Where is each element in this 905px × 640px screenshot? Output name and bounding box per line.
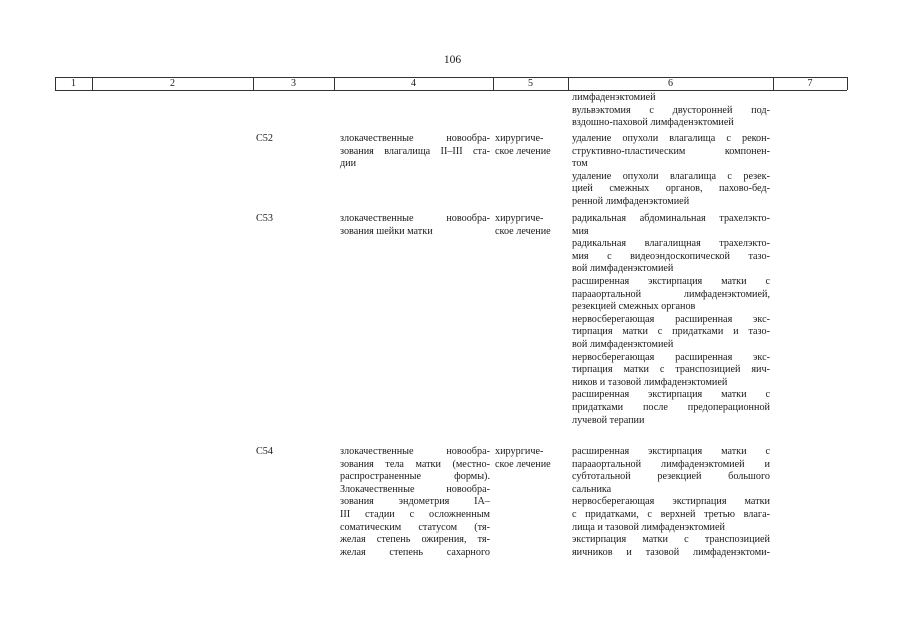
diagnosis-line: Злокачественные новообра-	[340, 483, 490, 495]
diagnosis-cell	[340, 446, 490, 559]
treatment-line: ское лечение	[495, 145, 551, 157]
method-line: лища и тазовой лимфаденэктомией	[572, 521, 725, 533]
method-line: расширенная экстирпация матки с	[572, 446, 770, 457]
method-line: расширенная экстирпация матки с	[572, 275, 770, 287]
diagnosis-line: злокачественные новообра-	[340, 133, 490, 144]
table-header-bottom-rule	[55, 90, 847, 91]
method-cell	[572, 213, 770, 427]
treatment-line: хирургиче-	[495, 446, 544, 457]
method-line: тирпация матки с придатками и тазо-	[572, 326, 770, 338]
diagnosis-cell	[340, 213, 490, 238]
column-divider	[847, 77, 848, 90]
icd-code: C53	[256, 213, 273, 224]
treatment-cell	[495, 133, 565, 158]
diagnosis-line: дии	[340, 158, 357, 170]
method-line: вой лимфаденэктомией	[572, 263, 674, 275]
column-header: 1	[71, 78, 76, 89]
column-header: 2	[170, 78, 175, 89]
column-header: 3	[291, 78, 296, 89]
method-line: сальника	[572, 483, 612, 495]
method-line: удаление опухоли влагалища с резек-	[572, 170, 770, 182]
method-line: структивно-пластическим компонен-	[572, 145, 770, 157]
method-cell	[572, 446, 770, 559]
method-line: радикальная абдоминальная трахелэкто-	[572, 213, 770, 224]
method-line: яичников и тазовой лимфаденэктоми-	[572, 546, 770, 558]
method-line: парааортальной лимфаденэктомией,	[572, 288, 770, 300]
method-line: радикальная влагалищная трахелэкто-	[572, 238, 770, 250]
icd-code: C52	[256, 133, 273, 144]
diagnosis-line: желая степень ожирения, тя-	[340, 534, 490, 546]
method-continuation	[572, 92, 770, 130]
method-line: расширенная экстирпация матки с	[572, 389, 770, 401]
icd-code: C54	[256, 446, 273, 457]
treatment-line: хирургиче-	[495, 133, 544, 144]
method-line: удаление опухоли влагалища с рекон-	[572, 133, 770, 144]
method-cell	[572, 133, 770, 209]
column-header: 4	[411, 78, 416, 89]
treatment-cell	[495, 446, 565, 471]
method-line: с придатками, с верхней третью влага-	[572, 508, 770, 520]
treatment-line: ское лечение	[495, 225, 551, 237]
treatment-line: хирургиче-	[495, 213, 544, 224]
method-line: лимфаденэктомией	[572, 92, 656, 103]
column-header: 6	[668, 78, 673, 89]
diagnosis-line: зования шейки матки	[340, 225, 433, 237]
method-line: том	[572, 158, 588, 170]
diagnosis-line: злокачественные новообра-	[340, 446, 490, 457]
diagnosis-cell	[340, 133, 490, 171]
method-line: нервосберегающая расширенная экс-	[572, 351, 770, 363]
method-line: нервосберегающая расширенная экс-	[572, 313, 770, 325]
diagnosis-line: желая степень сахарного	[340, 546, 490, 558]
diagnosis-line: злокачественные новообра-	[340, 213, 490, 224]
method-line: субтотальной резекцией большого	[572, 471, 770, 483]
method-line: ников и тазовой лимфаденэктомией	[572, 376, 728, 388]
diagnosis-line: III стадии с осложненным	[340, 508, 490, 520]
method-line: вой лимфаденэктомией	[572, 338, 674, 350]
diagnosis-line: распространенные формы).	[340, 471, 490, 483]
page-number: 106	[443, 54, 462, 66]
method-line: придатками после предоперационной	[572, 401, 770, 413]
column-header: 5	[528, 78, 533, 89]
method-line: резекцией смежных органов	[572, 301, 696, 313]
method-line: экстирпация матки с транспозицией	[572, 534, 770, 546]
diagnosis-line: зования тела матки (местно-	[340, 458, 490, 470]
method-line: мия с видеоэндоскопической тазо-	[572, 250, 770, 262]
column-header: 7	[807, 78, 813, 89]
method-line: ренной лимфаденэктомией	[572, 195, 690, 207]
method-line: мия	[572, 225, 589, 237]
method-line: вздошно-паховой лимфаденэктомией	[572, 117, 734, 129]
diagnosis-line: зования влагалища II–III ста-	[340, 145, 490, 157]
method-line: цией смежных органов, пахово-бед-	[572, 183, 770, 195]
method-line: вульвэктомия с двусторонней под-	[572, 104, 770, 116]
method-line: лучевой терапии	[572, 414, 645, 426]
method-line: парааортальной лимфаденэктомией и	[572, 458, 770, 470]
treatment-line: ское лечение	[495, 458, 551, 470]
method-line: нервосберегающая экстирпация матки	[572, 496, 770, 508]
treatment-cell	[495, 213, 565, 238]
diagnosis-line: соматическим статусом (тя-	[340, 521, 490, 533]
diagnosis-line: зования эндометрия IA–	[340, 496, 490, 508]
method-line: тирпация матки с транспозицией яич-	[572, 364, 770, 376]
